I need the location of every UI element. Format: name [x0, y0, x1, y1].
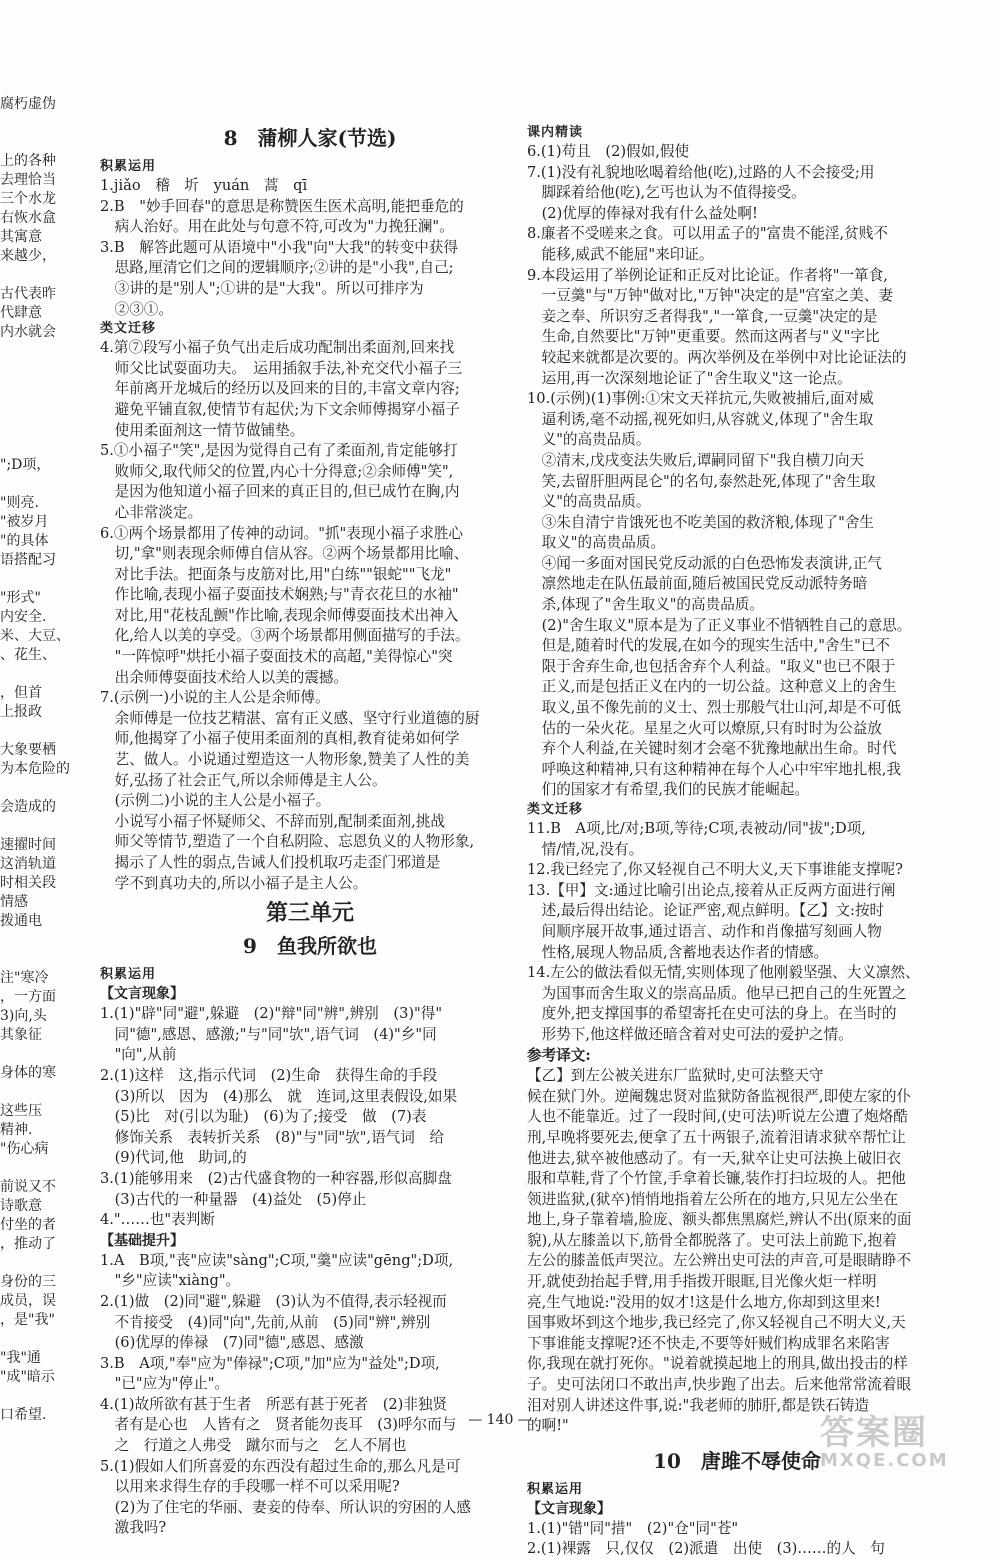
right-main-column: [527, 124, 947, 1560]
section-heading: 类文迁移: [527, 802, 584, 817]
text-line: 3.B 解答此题可从语境中"小我"向"大我"的转变中获得: [100, 238, 458, 256]
text-line: 4."……也"表判断: [100, 1211, 215, 1229]
lesson8-part1: [100, 176, 520, 320]
text-line: 之 行道之人弗受 蹴尔而与之 乞人不屑也: [100, 1437, 407, 1455]
text-line: 9.本段运用了举例论证和正反对比论证。作者将"一箪食,: [527, 266, 888, 284]
left-main-column: [100, 120, 520, 1539]
cutoff-text-line: [0, 437, 70, 456]
cutoff-text-line: 、花生、: [0, 647, 56, 663]
cutoff-text-line: 语搭配习: [0, 552, 56, 568]
cutoff-text-line: 腐朽虚伪: [0, 96, 56, 112]
text-line: 10.(示例)(1)事例:①宋文天祥抗元,失败被捕后,面对威: [527, 390, 874, 408]
section-heading: 积累运用: [100, 967, 157, 983]
cutoff-text-line: [0, 380, 70, 399]
cutoff-text-line: 速擢时间: [0, 837, 56, 853]
cutoff-text-line: 米、大豆、: [0, 628, 70, 644]
text-line: 师父比试耍面功夫。 运用插叙手法,补充交代小福子三: [100, 359, 463, 377]
text-line: 7.(示例一)小说的主人公是余师傅。: [100, 689, 330, 707]
text-line: 能移,威武不能屈"来印证。: [527, 245, 714, 263]
cutoff-text-line: [0, 361, 70, 380]
text-line: 度外,把支撑国事的希望寄托在史可法的身上。在当时的: [527, 1005, 897, 1023]
watermark-url: MXQE.COM: [820, 1450, 949, 1471]
text-line: 1.jiǎo 稽 圻 yuán 蒿 qī: [100, 177, 308, 194]
text-line: 【乙】到左公被关进东厂监狱时,史可法整天守: [527, 1067, 824, 1085]
text-line: 开,就使劲抬起手臂,用手指拨开眼眶,目光像火炬一样明: [527, 1273, 877, 1291]
text-line: 间顺序展开故事,通过语言、动作和肖像描写刻画人物: [527, 922, 882, 940]
cutoff-text-line: 为本危险的: [0, 761, 70, 777]
text-line: 7.(1)没有礼貌地吆喝着给他(吃),过路的人不会接受;用: [527, 163, 875, 181]
cutoff-text-line: 上的各种: [0, 153, 56, 169]
text-line: 较起来就都是次要的。两次举例及在举例中对比论证法的: [527, 348, 907, 366]
text-line: ②③①。: [100, 300, 173, 318]
text-line: 师,他揭穿了小福子使用柔面剂的真相,教育徒弟如何学: [100, 730, 460, 748]
text-line: 是因为他知道小福子回来的真正目的,但已成竹在胸,内: [100, 483, 460, 501]
text-line: 1.(1)"辟"同"避",躲避 (2)"辩"同"辨",辨别 (3)"得": [100, 1005, 443, 1023]
cutoff-text-line: [0, 418, 70, 437]
cutoff-text-line: 时相关段: [0, 875, 56, 891]
cutoff-text-line: 上报政: [0, 704, 42, 720]
subsection-heading: 【基础提升】: [100, 1232, 184, 1249]
cutoff-text-line: "被岁月: [0, 514, 49, 530]
text-line: 国事败坏到这个地步,我已经完了,你又轻视自己不明大义,天: [527, 1314, 906, 1332]
text-line: 候在狱门外。逆阉魏忠贤对监狱防备监视很严,即使左家的仆: [527, 1087, 912, 1105]
text-line: 8.廉者不受嗟来之食。可以用孟子的"富贵不能淫,贫贱不: [527, 225, 888, 243]
text-line: 5.①小福子"笑",是因为觉得自己有了柔面剂,肯定能够打: [100, 442, 458, 460]
text-line: 取义,虽不像先前的义士、烈士那般气壮山河,却是不可低: [527, 699, 902, 717]
text-line: 1.A B项,"丧"应读"sàng";C项,"羹"应读"gēng";D项,: [100, 1251, 454, 1269]
text-line: 化,给人以美的享受。③两个场景都用侧面描写的手法。: [100, 627, 470, 645]
cutoff-text-line: 这些压: [0, 1103, 42, 1119]
text-line: 者有是心也 人皆有之 贤者能勿丧耳 (3)呼尔而与: [100, 1416, 457, 1434]
col2-part1: [527, 142, 947, 801]
lesson8-part2: [100, 338, 520, 894]
left-cutoff-column: [0, 95, 70, 1425]
text-line: 避免平铺直叙,使情节有起伏;为下文余师傅揭穿小福子: [100, 400, 460, 418]
subsection-heading: 【文言现象】: [527, 1500, 611, 1517]
text-line: (2)"舍生取义"原本是为了正义事业不惜牺牲自己的意思。: [527, 616, 912, 634]
text-line: 泪对别人讲述这件事,说:"我老师的肺肝,都是铁石铸造: [527, 1396, 869, 1414]
lesson9-part1: [100, 1004, 520, 1231]
cutoff-text-line: 拨通电: [0, 913, 42, 929]
text-line: 2.B "妙手回春"的意思是称赞医生医术高明,能把垂危的: [100, 197, 464, 215]
section-heading: 类文迁移: [100, 321, 157, 337]
text-line: 以用来求得生存的手段哪一样不可以采用呢?: [100, 1478, 400, 1496]
text-line: 12.我已经完了,你又轻视自己不明大义,天下事谁能支撑呢?: [527, 861, 903, 879]
text-line: 一豆羹"与"万钟"做对比,"万钟"决定的是"宫室之美、妻: [527, 287, 893, 305]
text-line: 服和草鞋,背了个竹筐,手拿着长镰,装作打扫垃圾的人。把他: [527, 1170, 906, 1188]
text-line: 形势下,他这样做还暗含着对史可法的爱护之情。: [527, 1025, 853, 1043]
text-line: 3.(1)能够用来 (2)古代盛食物的一种容器,形似高脚盘: [100, 1169, 452, 1187]
cutoff-text-line: [0, 114, 70, 133]
text-line: 3.B A项,"奉"应为"俸禄";C项,"加"应为"益处";D项,: [100, 1354, 440, 1372]
cutoff-text-line: [0, 133, 70, 152]
cutoff-text-line: [0, 1254, 70, 1273]
cutoff-text-line: "的具体: [0, 533, 49, 549]
cutoff-text-line: 内水就会: [0, 324, 56, 340]
text-line: 使用柔面剂这一情节做铺垫。: [100, 421, 305, 439]
text-line: 你,我现在就打死你。"说着就摸起地上的刑具,做出投击的样: [527, 1355, 908, 1373]
text-line: 不肯接受 (4)同"向",先前,从前 (5)同"辨",辨别: [100, 1313, 431, 1331]
text-line: 2.(1)这样 这,指示代词 (2)生命 获得生命的手段: [100, 1066, 438, 1084]
text-line: (3)古代的一种量器 (4)益处 (5)停止: [100, 1190, 367, 1208]
cutoff-text-line: [0, 266, 70, 285]
text-line: 取义"的高贵品质。: [527, 534, 666, 552]
cutoff-text-line: [0, 931, 70, 950]
cutoff-text-line: 注"寒冷: [0, 970, 49, 986]
cutoff-text-line: [0, 950, 70, 969]
text-line: 述,最后得出结论。论证严密,观点鲜明。【乙】文:按时: [527, 902, 885, 920]
text-line: ②清末,戊戌变法失败后,谭嗣同留下"我自横刀向天: [527, 451, 865, 469]
text-line: 们的国家才有希望,我们的民族才能崛起。: [527, 781, 809, 799]
text-line: 杀,体现了"舍生取义"的高贵品质。: [527, 596, 764, 614]
cutoff-text-line: 精神.: [0, 1122, 33, 1138]
watermark-logo: [820, 1405, 990, 1471]
text-line: 14.左公的做法看似无情,实则体现了他刚毅坚强、大义凛然、: [527, 964, 920, 982]
text-line: "乡"应读"xiàng"。: [100, 1272, 241, 1290]
cutoff-text-line: 情感: [0, 894, 28, 910]
cutoff-text-line: "形式": [0, 590, 41, 606]
cutoff-text-line: ，是"我": [0, 1312, 55, 1328]
text-line: 领进监狱,(狱卒)悄悄地指着左公所在的地方,只见左公坐在: [527, 1190, 898, 1208]
text-line: 作比喻,表现小福子耍面技术娴熟;与"青衣花旦的水袖": [100, 586, 459, 604]
text-line: 人也不能靠近。过了一段时间,(史可法)听说左公遭了炮烙酷: [527, 1108, 908, 1126]
text-line: 艺、做人。小说通过塑造这一人物形象,赞美了人性的美: [100, 751, 470, 769]
text-line: 限于舍弃生命,也包括舍弃个人利益。"取义"也已不限于: [527, 657, 896, 675]
cutoff-text-line: 前说又不: [0, 1179, 56, 1195]
cutoff-text-line: "伤心病: [0, 1141, 49, 1157]
cutoff-text-line: 代肆意: [0, 305, 42, 321]
section-heading: 积累运用: [527, 1481, 584, 1497]
text-line: 左公的膝盖低声哭泣。左公辨出史可法的声音,可是眼睛睁不: [527, 1252, 912, 1270]
text-line: 下事谁能支撑呢?还不快走,不要等奸贼们构成罪名来陷害: [527, 1334, 890, 1352]
cutoff-text-line: [0, 817, 70, 836]
section-heading: 课内精读: [527, 125, 584, 140]
cutoff-text-line: 这消轨道: [0, 856, 56, 872]
text-line: 估的一朵火花。星星之火可以燎原,只有时时为公益放: [527, 719, 882, 737]
cutoff-text-line: [0, 342, 70, 361]
text-line: (6)优厚的俸禄 (7)同"德",感恩、感激: [100, 1334, 364, 1352]
cutoff-text-line: [0, 1045, 70, 1064]
text-line: 2.(1)裸露 只,仅仅 (2)派遣 出使 (3)……的人 句: [527, 1540, 885, 1558]
lesson-8-title: 8 蒲柳人家(节选): [223, 126, 397, 150]
text-line: 生命,自然要比"万钟"更重要。然而这两者与"义"字比: [527, 328, 880, 346]
cutoff-text-line: [0, 779, 70, 798]
cutoff-text-line: ，推动了: [0, 1236, 56, 1252]
cutoff-text-line: [0, 399, 70, 418]
text-line: 逼利诱,毫不动摇,视死如归,从容就义,体现了"舍生取: [527, 410, 874, 428]
text-line: 病人治好。用在此处与句意不符,可改为"力挽狂澜"。: [100, 218, 454, 236]
text-line: 貌),从左膝盖以下,筋骨全都脱落了。史可法上前跪下,抱着: [527, 1231, 897, 1249]
text-line: 心非常淡定。: [100, 503, 203, 521]
cutoff-text-line: 来越少，: [0, 248, 56, 264]
cutoff-text-line: 右恢水盒: [0, 210, 56, 226]
text-line: 修饰关系 表转折关系 (8)"与"同"欤",语气词 给: [100, 1128, 445, 1146]
text-line: 4.第⑦段写小福子负气出走后成功配制出柔面剂,回来找: [100, 339, 455, 357]
section-heading: 积累运用: [100, 159, 157, 174]
text-line: 4.(1)故所欲有甚于生者 所恶有甚于死者 (2)非独贤: [100, 1395, 448, 1413]
text-line: 11.B A项,比/对;B项,等待;C项,表被动/同"拔";D项,: [527, 820, 866, 837]
text-line: 正义,而是包括正义在内的一切公益。这种意义上的舍生: [527, 678, 897, 696]
text-line: 思路,厘清它们之间的逻辑顺序;②讲的是"小我",自己;: [100, 259, 454, 277]
cutoff-text-line: 3)向,头: [0, 1008, 47, 1024]
text-line: 笑,去留肝胆两昆仑"的名句,泰然赴死,体现了"舍生取: [527, 472, 876, 490]
cutoff-text-line: 其寓意: [0, 229, 42, 245]
text-line: "一阵惊呼"烘托小福子耍面技术的高超,"美得惊心"突: [100, 648, 453, 666]
text-line: 义"的高贵品质。: [527, 431, 651, 449]
cutoff-text-line: [0, 1083, 70, 1102]
cutoff-text-line: "我"通: [0, 1350, 41, 1366]
text-line: 为国事而舍生取义的崇高品质。他早已把自己的生死置之: [527, 984, 907, 1002]
text-line: 情/情,况,没有。: [527, 840, 644, 858]
text-line: 性格,展现人物品质,含蓄地表达作者的情感。: [527, 943, 829, 961]
text-line: (5)比 对(引以为耻) (6)为了;接受 做 (7)表: [100, 1108, 427, 1126]
text-line: 对比,用"花枝乱颤"作比喻,表现余师傅耍面技术出神入: [100, 606, 459, 624]
cutoff-text-line: [0, 475, 70, 494]
subsection-heading: 【文言现象】: [100, 986, 184, 1003]
cutoff-text-line: 会造成的: [0, 799, 56, 815]
cutoff-text-line: 古代表昨: [0, 286, 56, 302]
text-line: 6.(1)苟且 (2)假如,假使: [527, 143, 690, 160]
cutoff-text-line: 付坐的者: [0, 1217, 56, 1233]
text-line: 但是,随着时代的发展,在如今的现实生活中,"舍生"已不: [527, 637, 891, 655]
cutoff-text-line: 身体的寒: [0, 1065, 56, 1081]
text-line: 呼唤这种精神,只有这种精神在每个人心中牢牢地扎根,我: [527, 760, 902, 778]
text-line: (2)为了住宅的华丽、妻妾的侍奉、所认识的穷困的人感: [100, 1498, 471, 1516]
text-line: 弃个人利益,在关键时刻才会毫不犹豫地献出生命。时代: [527, 740, 897, 758]
text-line: 2.(1)做 (2)同"避",躲避 (3)认为不值得,表示轻视而: [100, 1292, 447, 1310]
text-line: 脚踩着给他(吃),乞丐也认为不值得接受。: [527, 184, 806, 202]
text-line: (3)所以 因为 (4)那么 就 连词,这里表假设,如果: [100, 1087, 458, 1105]
text-line: 学不到真功夫的,所以小福子是主人公。: [100, 874, 368, 892]
cutoff-text-line: ";D项，: [0, 457, 51, 473]
text-line: 1.(1)"错"同"措" (2)"仓"同"苍": [527, 1519, 739, 1537]
cutoff-text-line: [0, 722, 70, 741]
reference-translation-label: 参考译文:: [527, 1046, 591, 1064]
text-line: 同"德",感恩、感激;"与"同"欤",语气词 (4)"乡"同: [100, 1025, 437, 1043]
text-line: "已"应为"停止"。: [100, 1375, 230, 1393]
text-line: 揭示了人性的弱点,告诫人们投机取巧走歪门邪道是: [100, 854, 441, 871]
text-line: 师父等情节,塑造了一个自私阴险、忘恩负义的人物形象,: [100, 833, 475, 851]
cutoff-text-line: ，一方面: [0, 989, 56, 1005]
cutoff-text-line: 口希望.: [0, 1407, 47, 1423]
text-line: 亮,生气地说:"没用的奴才!这是什么地方,你却到这里来!: [527, 1293, 881, 1311]
cutoff-text-line: "成"暗示: [0, 1369, 55, 1385]
text-line: 子。史可法闭口不敢出声,快步跑了出去。后来他常常流着眼: [527, 1376, 912, 1394]
lesson-10-title: 10 唐雎不辱使命: [653, 1448, 821, 1473]
text-line: 小说写小福子怀疑师父、不辞而别,配制柔面剂,挑战: [100, 812, 445, 830]
cutoff-text-line: 身份的三: [0, 1274, 56, 1290]
text-line: 的啊!": [527, 1417, 569, 1435]
text-line: ④闻一多面对国民党反动派的白色恐怖发表演讲,正气: [527, 554, 882, 572]
watermark-text: 答案圈: [820, 1413, 928, 1453]
text-line: 13.【甲】文:通过比喻引出论点,接着从正反两方面进行阐: [527, 881, 896, 899]
text-line: 余师傅是一位技艺精湛、富有正义感、坚守行业道德的厨: [100, 709, 480, 727]
text-line: (9)代词,他 助词,的: [100, 1149, 247, 1167]
text-line: 妾之奉、所识穷乏者得我","一箪食,一豆羹"决定的是: [527, 307, 878, 325]
reference-translation: [527, 1066, 947, 1437]
cutoff-text-line: [0, 1159, 70, 1178]
text-line: (示例二)小说的主人公是小福子。: [100, 792, 331, 810]
cutoff-text-line: 内安全.: [0, 609, 47, 625]
cutoff-text-line: ，但首: [0, 685, 42, 701]
text-line: 切,"拿"则表现余师傅自信从容。②两个场景都用比喻、: [100, 545, 469, 563]
cutoff-text-line: [0, 570, 70, 589]
text-line: 5.(1)假如人们所喜爱的东西没有超过生命的,那么凡是可: [100, 1457, 461, 1475]
col2-part2: [527, 819, 947, 1046]
text-line: 地上,身子靠着墙,脸庞、额头都焦黑腐烂,辨认不出(原来的面: [527, 1211, 912, 1229]
page-number: — 140 —: [468, 1412, 532, 1428]
text-line: ③朱自清宁肯饿死也不吃美国的救济粮,体现了"舍生: [527, 513, 875, 531]
text-line: 刑,早晚将要死去,便拿了五十两银子,流着泪请求狱卒帮忙让: [527, 1128, 906, 1146]
text-line: 6.①两个场景都用了传神的动词。"抓"表现小福子求胜心: [100, 524, 464, 542]
cutoff-text-line: [0, 1330, 70, 1349]
text-line: 激我吗?: [100, 1519, 167, 1537]
unit-title: 第三单元: [265, 900, 354, 927]
cutoff-text-line: 成员，误: [0, 1293, 56, 1309]
text-line: (2)优厚的俸禄对我有什么益处啊!: [527, 204, 758, 222]
cutoff-text-line: 其象征: [0, 1027, 42, 1043]
text-line: 好,弘扬了社会正气,所以余师傅是主人公。: [100, 771, 387, 789]
cutoff-text-line: 诗歌意: [0, 1198, 42, 1214]
text-line: 义"的高贵品质。: [527, 493, 651, 511]
cutoff-text-line: 三个水龙: [0, 191, 56, 207]
cutoff-text-line: 大象要栖: [0, 742, 56, 758]
text-line: 凛然地走在队伍最前面,随后被国民党反动派特务暗: [527, 575, 868, 593]
text-line: 年前离开龙城后的经历以及回来的目的,丰富文章内容;: [100, 380, 460, 398]
cutoff-text-line: [0, 1387, 70, 1406]
text-line: "向",从前: [100, 1046, 177, 1064]
text-line: 运用,再一次深刻地论证了"舍生取义"这一论点。: [527, 369, 852, 387]
text-line: 对比手法。把面条与皮筋对比,用"白练""银蛇""飞龙": [100, 565, 452, 583]
text-line: 败师父,取代师父的位置,内心十分得意;②余师傅"笑",: [100, 462, 454, 480]
lesson10-part1: [527, 1519, 947, 1560]
cutoff-text-line: "则亮.: [0, 495, 39, 511]
cutoff-text-line: 去理恰当: [0, 172, 56, 188]
text-line: ③讲的是"别人";①讲的是"大我"。所以可排序为: [100, 279, 424, 297]
lesson9-part2: [100, 1251, 520, 1539]
text-line: 他进去,狱卒被他感动了。有一天,狱卒让史可法换上破旧衣: [527, 1149, 902, 1167]
lesson-9-title: 9 鱼我所欲也: [243, 934, 377, 959]
text-line: 出余师傅耍面技术给人以美的震撼。: [100, 668, 349, 686]
cutoff-text-line: [0, 665, 70, 684]
